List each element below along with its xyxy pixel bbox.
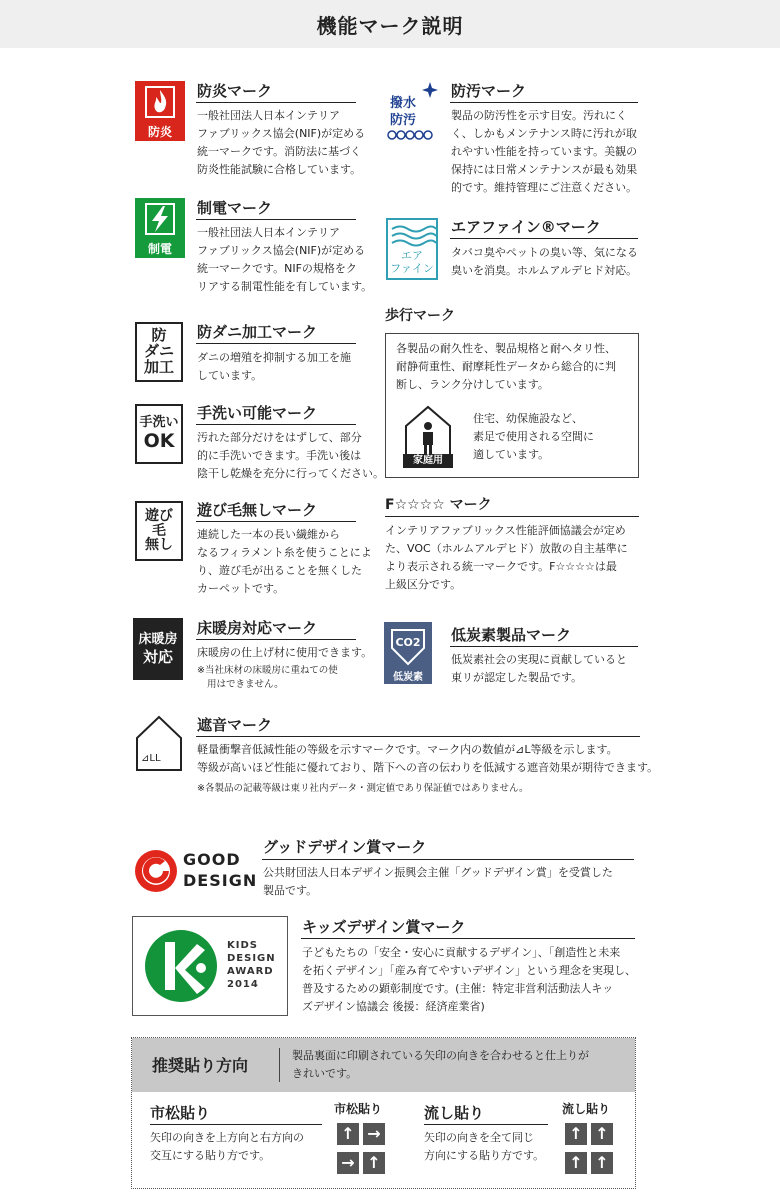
nagashi-description: 矢印の向きを全て同じ 方向にする貼り方です。 [424, 1131, 545, 1162]
boo-title: 防汚マーク [451, 82, 527, 100]
fstar-rule [385, 516, 639, 517]
kids-description: 子どもたちの「安全・安心に貢献するデザイン」、「創造性と未来 を拓くデザイン」「産み育てやすいデザイン」という理念を実現し、 普及するための顕彰制度です。(主催：特定非営利活動法人キッ ズデザイン協議会 後援：経済産業省) [302, 946, 636, 1013]
nagashi-rule [424, 1124, 548, 1125]
seiden-mark-icon [135, 198, 185, 258]
g-mark-icon [133, 848, 179, 894]
shaon-description: 軽量衝撃音低減性能の等級を示すマークです。マーク内の数値が⊿L等級を示します。 等級が高いほど性能に優れており、階下への音の伝わりを低減する遮音効果が期待できます。 [197, 743, 659, 774]
direction-panel [131, 1037, 636, 1189]
shaon-rule [196, 736, 640, 737]
tearai-rule [196, 424, 356, 425]
gooddesign-description: 公共財団法人日本デザイン振興会主催「グッドデザイン賞」を受賞した 製品です。 [263, 866, 613, 897]
good-design-logo: GOOD DESIGN [133, 847, 253, 895]
dani-rule [196, 343, 356, 344]
nagashi-diagram-label: 流し貼り [562, 1102, 611, 1116]
boen-mark-icon [135, 81, 185, 141]
wave-icon [388, 223, 436, 249]
teitanso-description: 低炭素社会の実現に貢献していると 東リが認定した製品です。 [451, 653, 627, 684]
house-person-icon [403, 404, 453, 456]
yukadan-note: ※当社床材の床暖房に重ねての使 用はできません。 [197, 665, 338, 690]
ichimatsu-title: 市松貼り [150, 1104, 211, 1122]
yukadan-rule [196, 639, 356, 640]
boo-description: 製品の防汚性を示す目安。汚れにく く、しかもメンテナンス時に汚れが取 れやすい性能を持っています。美観の 保持には日常メンテナンスが最も効果 的です。維持管理にご注意ください。 [451, 109, 638, 194]
seiden-icon-label: 制電 [147, 242, 172, 256]
airfine-description: タバコ臭やペットの臭い等、気になる 臭いを消臭。ホルムアルデヒド対応。 [451, 246, 638, 277]
boo-rule [450, 102, 638, 103]
arrow-up-icon: ↑ [363, 1152, 385, 1174]
ichimatsu-rule [150, 1124, 322, 1125]
arrow-up-icon: ↑ [337, 1123, 359, 1145]
kids-design-logo: KIDS DESIGN AWARD 2014 [132, 916, 288, 1016]
kids-title: キッズデザイン賞マーク [302, 918, 466, 936]
dani-title: 防ダニ加工マーク [197, 323, 318, 341]
shaon-title: 遮音マーク [197, 716, 273, 734]
gooddesign-rule [262, 859, 634, 860]
direction-title: 推奨貼り方向 [152, 1056, 249, 1075]
kids-rule [301, 938, 635, 939]
seiden-title: 制電マーク [197, 199, 273, 217]
k-mark-icon [143, 928, 219, 1004]
home-use-icon [403, 404, 453, 468]
teitanso-icon-label: 低炭素 [393, 672, 423, 683]
yukadan-title: 床暖房対応マーク [197, 619, 318, 637]
home-use-label: 家庭用 [403, 454, 453, 468]
arrow-right-icon: → [363, 1123, 385, 1145]
airfine-rule [450, 238, 638, 239]
airfine-mark-icon: エア ファイン [386, 218, 438, 280]
asobige-rule [196, 521, 356, 522]
teitanso-co2: CO2 [395, 636, 421, 649]
direction-header: 推奨貼り方向 製品裏面に印刷されている矢印の向きを合わせると仕上りが きれいです。 [132, 1038, 635, 1092]
fstar-title: F☆☆☆☆ マーク [385, 497, 492, 513]
page-header [0, 0, 780, 48]
asobige-title: 遊び毛無しマーク [197, 501, 318, 519]
nagashi-title: 流し貼り [424, 1104, 485, 1122]
hoko-box: 各製品の耐久性を、製品規格と耐ヘタリ性、 耐静荷重性、耐摩耗性データから総合的に判 断し、ランク分けしています。 家庭用 住宅、幼保施設など、 素足で使用される空間に 適しています。 [385, 333, 639, 478]
shaon-note: ※各製品の記載等級は東リ社内データ・測定値であり保証値ではありません。 [197, 783, 529, 794]
boen-rule [196, 102, 356, 103]
dani-mark-icon: 防 ダニ 加工 [135, 322, 183, 382]
arrow-right-icon: → [337, 1152, 359, 1174]
house-outline-icon [134, 713, 184, 773]
direction-divider [279, 1048, 280, 1082]
shaon-mark-icon [134, 713, 184, 773]
ichimatsu-description: 矢印の向きを上方向と右方向の 交互にする貼り方です。 [150, 1131, 304, 1162]
yukadan-description: 床暖房の仕上げ材に使用できます。 [197, 646, 373, 659]
shaon-icon-label: ⊿LL [141, 753, 161, 764]
asobige-mark-icon: 遊び 毛 無し [135, 501, 183, 561]
asobige-description: 連続した一本の長い繊維から なるフィラメント糸を使うことによ り、遊び毛が出ることを無くした カーペットです。 [197, 528, 372, 595]
gooddesign-title: グッドデザイン賞マーク [263, 838, 427, 856]
page-title: 機能マーク説明 [316, 13, 464, 38]
boo-mark-icon: 撥水 防汚 [386, 80, 440, 140]
tearai-title: 手洗い可能マーク [197, 404, 318, 422]
flame-icon [135, 81, 185, 121]
tearai-mark-icon: 手洗い OK [135, 404, 183, 464]
yukadan-mark-icon: 床暖房 対応 [133, 618, 183, 680]
hoko-title: 歩行マーク [385, 308, 455, 324]
lightning-icon [135, 198, 185, 238]
boen-icon-label: 防炎 [147, 125, 172, 139]
teitanso-title: 低炭素製品マーク [451, 626, 572, 644]
seiden-description: 一般社団法人日本インテリア ファブリックス協会(NIF)が定める 統一マークです。NIFの規格をク リアする制電性能を有しています。 [197, 226, 373, 293]
teitanso-rule [450, 646, 638, 647]
arrow-up-icon: ↑ [591, 1123, 613, 1145]
arrow-up-icon: ↑ [565, 1152, 587, 1174]
tearai-description: 汚れた部分だけをはずして、部分 的に手洗いできます。手洗い後は 陰干し乾燥を充分に行ってください。 [197, 431, 384, 480]
ichimatsu-diagram-label: 市松貼り [334, 1102, 383, 1116]
boen-description: 一般社団法人日本インテリア ファブリックス協会(NIF)が定める 統一マークです。消防法に基づく 防炎性能試験に合格しています。 [197, 109, 366, 176]
seiden-rule [196, 219, 356, 220]
arrow-up-icon: ↑ [565, 1123, 587, 1145]
dani-description: ダニの増殖を抑制する加工を施 しています。 [197, 351, 351, 382]
arrow-up-icon: ↑ [591, 1152, 613, 1174]
boen-title: 防炎マーク [197, 82, 273, 100]
airfine-title: エアファイン®マーク [451, 218, 601, 236]
fstar-description: インテリアファブリックス性能評価協議会が定め た、VOC（ホルムアルデヒド）放散の自主基準に より表示される統一マークです。F☆☆☆☆は最 上級区分です。 [385, 524, 628, 591]
teitanso-mark-icon [384, 622, 432, 684]
